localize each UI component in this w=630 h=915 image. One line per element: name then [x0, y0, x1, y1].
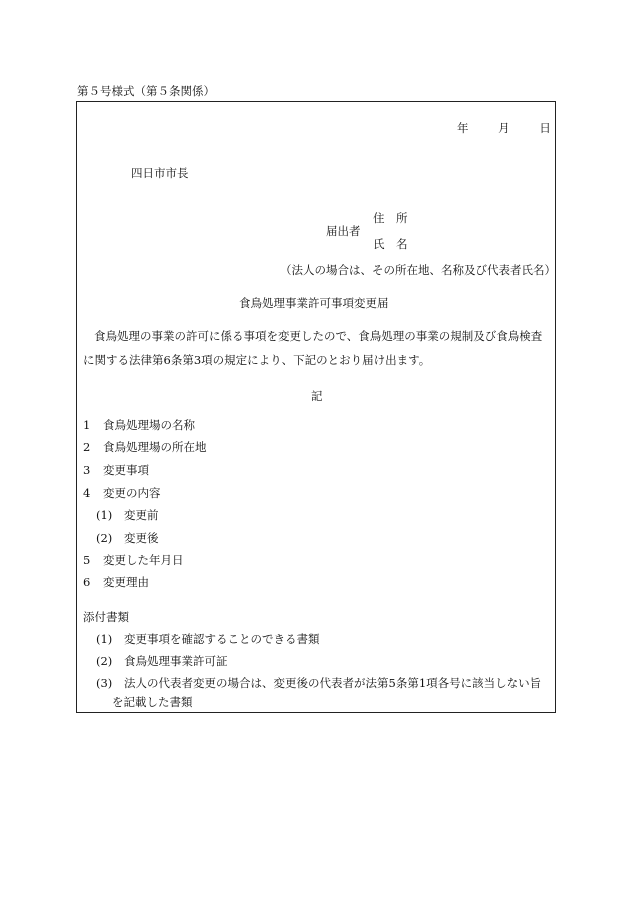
item-label: 食鳥処理場の所在地 — [103, 440, 207, 454]
item-label: 変更前 — [124, 508, 159, 522]
item-number: (2) — [96, 654, 113, 668]
list-item — [83, 462, 149, 478]
list-item — [83, 439, 207, 455]
attachment-item-continuation: を記載した書類 — [112, 695, 193, 709]
date-line — [457, 120, 551, 136]
list-item — [83, 485, 161, 501]
applicant-label: 届出者 — [326, 224, 361, 238]
item-label: 変更の内容 — [103, 486, 161, 500]
item-number: (1) — [96, 508, 113, 522]
item-label: 食鳥処理場の名称 — [103, 418, 195, 432]
item-number: (2) — [96, 531, 113, 545]
attachment-item — [96, 653, 228, 669]
list-item — [83, 417, 195, 433]
body-line-2: に関する法律第6条第3項の規定により、下記のとおり届け出ます。 — [83, 353, 431, 367]
item-label: 変更事項 — [103, 463, 149, 477]
attachments-heading: 添付書類 — [83, 610, 129, 624]
item-number: 6 — [83, 575, 91, 589]
date-day: 日 — [539, 121, 551, 135]
document-title: 食鳥処理事業許可事項変更届 — [239, 296, 389, 310]
attachment-item — [96, 631, 320, 647]
body-line-1: 食鳥処理の事業の許可に係る事項を変更したので、食鳥処理の事業の規制及び食鳥検査 — [94, 329, 543, 343]
list-subitem — [96, 530, 159, 546]
date-month: 月 — [498, 121, 510, 135]
applicant-note: （法人の場合は、その所在地、名称及び代表者氏名） — [280, 263, 556, 277]
item-number: 2 — [83, 440, 91, 454]
body-text — [83, 324, 551, 372]
form-frame — [76, 101, 556, 713]
item-label: 法人の代表者変更の場合は、変更後の代表者が法第5条第1項各号に該当しない旨 — [124, 676, 542, 690]
attachment-item — [96, 675, 541, 691]
item-number: (1) — [96, 632, 113, 646]
name-label: 氏 名 — [373, 237, 408, 251]
list-item — [83, 552, 184, 568]
address-label: 住 所 — [373, 211, 408, 225]
item-number: 1 — [83, 418, 91, 432]
item-label: 変更理由 — [103, 575, 149, 589]
item-number: (3) — [96, 676, 113, 690]
item-label: 変更した年月日 — [103, 553, 184, 567]
list-item — [83, 574, 149, 590]
item-number: 3 — [83, 463, 91, 477]
date-year: 年 — [457, 121, 469, 135]
item-label: 変更後 — [124, 531, 159, 545]
addressee: 四日市市長 — [131, 166, 189, 180]
form-number: 第５号様式（第５条関係） — [77, 84, 215, 98]
item-number: 4 — [83, 486, 91, 500]
item-number: 5 — [83, 553, 91, 567]
item-label: 変更事項を確認することのできる書類 — [124, 632, 320, 646]
ki-heading: 記 — [311, 389, 323, 403]
list-subitem — [96, 507, 159, 523]
item-label: 食鳥処理事業許可証 — [124, 654, 228, 668]
